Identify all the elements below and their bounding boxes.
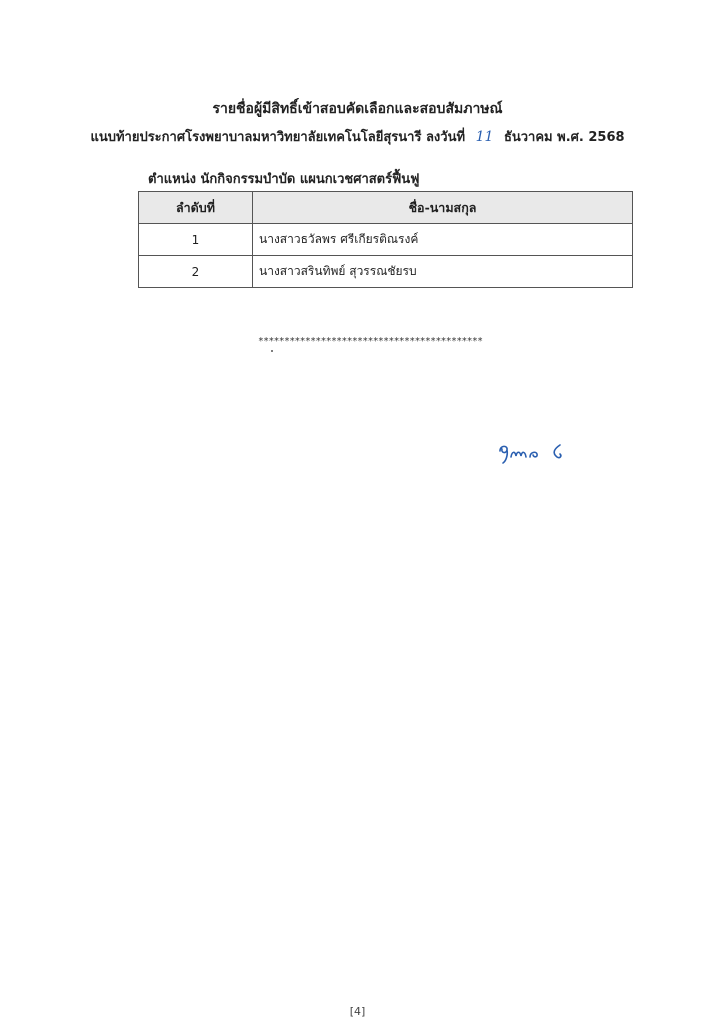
row-name: นางสาวสรินทิพย์ สุวรรณชัยรบ	[253, 256, 633, 288]
table-header-row	[139, 192, 633, 224]
page-number: [4]	[349, 1005, 366, 1018]
row-name: นางสาวธวัลพร ศรีเกียรติณรงค์	[253, 224, 633, 256]
row-number: 2	[139, 256, 253, 288]
row-number: 1	[139, 224, 253, 256]
subtitle-suffix: ธันวาคม พ.ศ. 2568	[503, 130, 625, 145]
position-line: ตำแหน่ง นักกิจกรรมบำบัด แผนกเวชศาสตร์ฟื้นฟู	[148, 172, 420, 187]
separator-line: *******************************************	[258, 336, 483, 347]
column-header-order: ลำดับที่	[139, 192, 253, 224]
document-subtitle	[0, 126, 715, 147]
document-title: รายชื่อผู้มีสิทธิ์เข้าสอบคัดเลือกและสอบสัมภาษณ์	[212, 101, 503, 117]
table-row	[139, 256, 633, 288]
stray-mark	[271, 350, 273, 352]
column-header-name: ชื่อ-นามสกุล	[253, 192, 633, 224]
subtitle-prefix: แนบท้ายประกาศโรงพยาบาลมหาวิทยาลัยเทคโนโลยีสุรนารี ลงวันที่	[90, 130, 466, 145]
handwritten-day: 11	[475, 129, 494, 145]
candidate-table	[138, 191, 633, 288]
table-row	[139, 224, 633, 256]
handwritten-initials	[494, 437, 584, 465]
